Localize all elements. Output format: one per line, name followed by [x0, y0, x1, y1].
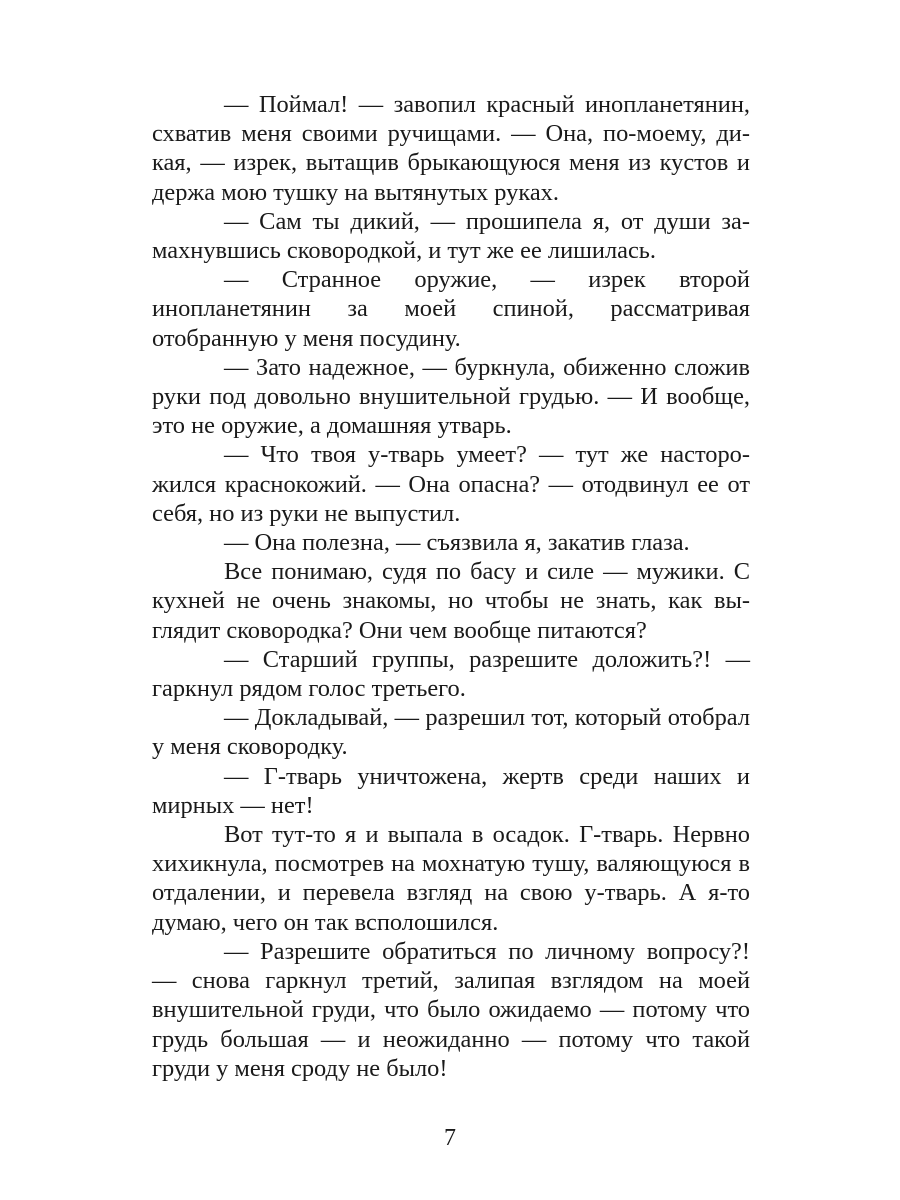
- paragraph: — Сам ты дикий, — прошипела я, от души замахнувшись сковородкой, и тут же ее лишилась.: [152, 207, 750, 265]
- paragraph: — Г-тварь уничтожена, жертв среди наших и мирных — нет!: [152, 762, 750, 819]
- paragraph: — Разрешите обратиться по личному вопросу?! — снова гаркнул третий, залипая взглядом на моей внушительной груди, что было ожидаемо — потому что грудь большая — и неожиданно — потому что такой груди у меня сроду не было!: [152, 937, 750, 1082]
- page-number: 7: [444, 1125, 456, 1151]
- paragraph: — Поймал! — завопил красный инопланетянин, схватив меня своими ручищами. — Она, по-моему, дикая, — изрек, вытащив брыкающуюся меня из кустов и держа мою тушку на вытянутых руках.: [152, 91, 750, 206]
- paragraph: — Она полезна, — съязвила я, закатив глаза.: [224, 529, 690, 557]
- paragraph: Все понимаю, судя по басу и силе — мужики. С кухней не очень знакомы, но чтобы не знать, как выглядит сковородка? Они чем вообще питаются?: [152, 558, 750, 644]
- paragraph: — Что твоя у-тварь умеет? — тут же насторожился краснокожий. — Она опасна? — отодвинул ее от себя, но из руки не выпустил.: [152, 441, 750, 527]
- paragraph: — Старший группы, разрешите доложить?! — гаркнул рядом голос третьего.: [152, 645, 750, 703]
- paragraph: — Докладывай, — разрешил тот, который отобрал у меня сковородку.: [152, 704, 750, 761]
- paragraph: — Зато надежное, — буркнула, обиженно сложив руки под довольно внушительной грудью. — И вообще, это не оружие, а домашняя утварь.: [152, 353, 750, 440]
- body-text: [152, 90, 750, 1083]
- paragraph: — Странное оружие, — изрек второй инопланетянин за моей спиной, рассматривая отобранную у меня посудину.: [152, 266, 750, 352]
- paragraph: Вот тут-то я и выпала в осадок. Г-тварь. Нервно хихикнула, посмотрев на мохнатую тушу, валяющуюся в отдалении, и перевела взгляд на свою у-тварь. А я-то думаю, чего он так всполошился.: [152, 821, 750, 936]
